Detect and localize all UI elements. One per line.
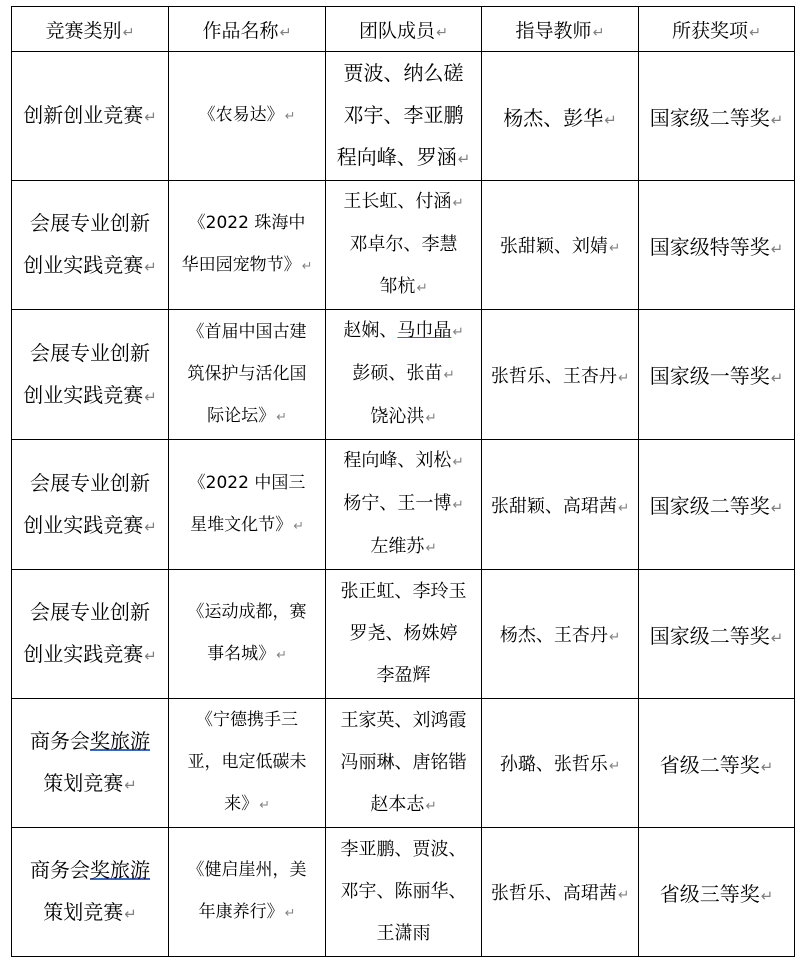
team-cell: 赵娴、马巾晶↵ 彭硕、张苗↵ 饶沁洪↵: [326, 310, 482, 440]
category-cell: 商务会奖旅游 策划竞赛↵: [12, 828, 169, 957]
work-cell: 《2022 珠海中 华田园宠物节》↵: [169, 181, 326, 310]
award-cell: 国家级二等奖↵: [639, 570, 795, 699]
header-row: [12, 7, 795, 52]
category-cell: 创新创业竞赛↵: [12, 52, 169, 181]
table-row: [12, 828, 795, 957]
work-cell: 《宁德携手三 亚，电定低碳未 来》↵: [169, 699, 326, 828]
category-cell: 会展专业创新 创业实践竞赛↵: [12, 310, 169, 440]
header-category: 竞赛类别↵: [12, 7, 169, 52]
awards-table: [11, 6, 795, 957]
header-advisor: 指导教师↵: [482, 7, 639, 52]
header-team: 团队成员↵: [326, 7, 482, 52]
team-cell: 李亚鹏、贾波、 邓宇、陈丽华、 王潇雨: [326, 828, 482, 957]
team-cell: 贾波、纳么磋 邓宇、李亚鹏 程向峰、罗涵↵: [326, 52, 482, 181]
table-row: [12, 570, 795, 699]
table-row: [12, 52, 795, 181]
award-cell: 国家级二等奖↵: [639, 52, 795, 181]
team-cell: 王家英、刘鸿霞 冯丽琳、唐铭锴 赵本志↵: [326, 699, 482, 828]
category-cell: 会展专业创新 创业实践竞赛↵: [12, 570, 169, 699]
table-row: [12, 310, 795, 440]
header-award: 所获奖项↵: [639, 7, 795, 52]
advisor-cell: 孙璐、张哲乐↵: [482, 699, 639, 828]
advisor-cell: 张甜颖、刘婧↵: [482, 181, 639, 310]
advisor-cell: 杨杰、王杏丹↵: [482, 570, 639, 699]
table-row: [12, 699, 795, 828]
award-cell: 国家级一等奖↵: [639, 310, 795, 440]
category-cell: 会展专业创新 创业实践竞赛↵: [12, 181, 169, 310]
award-cell: 省级二等奖↵: [639, 699, 795, 828]
award-cell: 国家级特等奖↵: [639, 181, 795, 310]
advisor-cell: 杨杰、彭华↵: [482, 52, 639, 181]
table-row: [12, 181, 795, 310]
work-cell: 《农易达》↵: [169, 52, 326, 181]
advisor-cell: 张哲乐、王杏丹↵: [482, 310, 639, 440]
advisor-cell: 张甜颖、高珺茜↵: [482, 440, 639, 570]
table-row: [12, 440, 795, 570]
award-cell: 省级三等奖↵: [639, 828, 795, 957]
category-cell: 会展专业创新 创业实践竞赛↵: [12, 440, 169, 570]
team-cell: 程向峰、刘松↵ 杨宁、王一博↵ 左维苏↵: [326, 440, 482, 570]
team-cell: 张正虹、李玲玉 罗尧、杨姝婷 李盈辉: [326, 570, 482, 699]
category-cell: 商务会奖旅游 策划竞赛↵: [12, 699, 169, 828]
award-cell: 国家级二等奖↵: [639, 440, 795, 570]
work-cell: 《2022 中国三 星堆文化节》↵: [169, 440, 326, 570]
advisor-cell: 张哲乐、高珺茜↵: [482, 828, 639, 957]
work-cell: 《运动成都，赛 事名城》↵: [169, 570, 326, 699]
header-work: 作品名称↵: [169, 7, 326, 52]
team-cell: 王长虹、付涵↵ 邓卓尔、李慧 邹杭↵: [326, 181, 482, 310]
work-cell: 《首届中国古建 筑保护与活化国 际论坛》↵: [169, 310, 326, 440]
work-cell: 《健启崖州，美 年康养行》↵: [169, 828, 326, 957]
